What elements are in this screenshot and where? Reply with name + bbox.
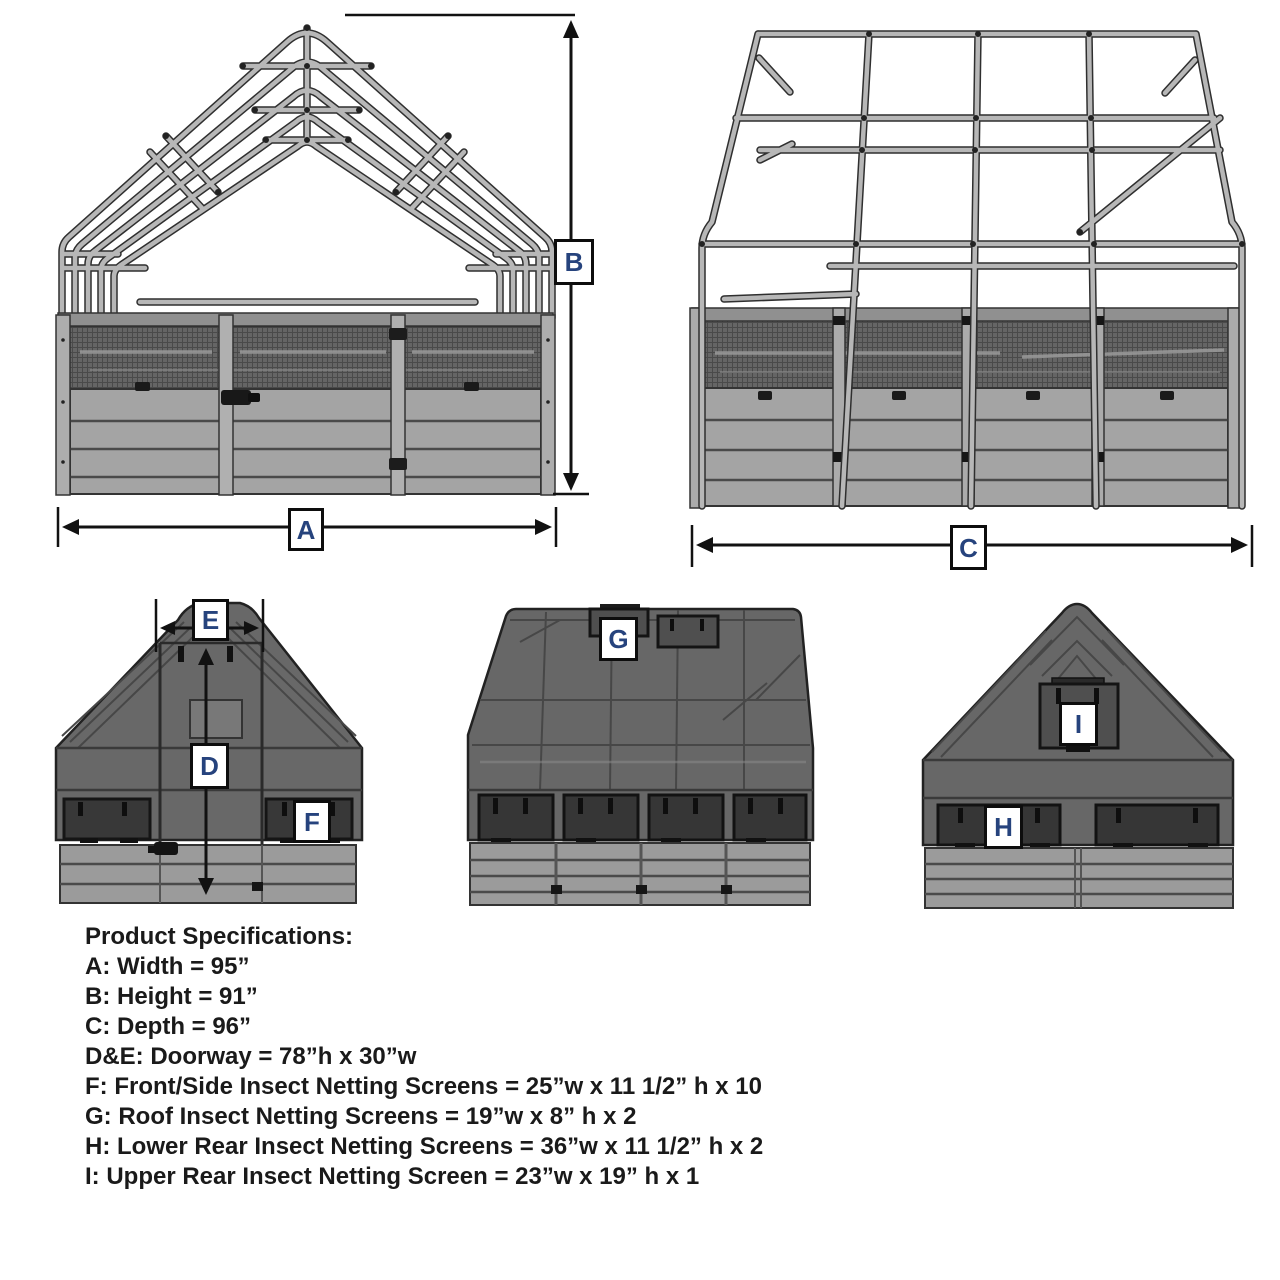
specs-title: Product Specifications:: [85, 923, 354, 950]
dim-label-d: D: [190, 743, 229, 789]
spec-line: A: Width = 95”: [85, 953, 250, 980]
dim-label-c: C: [950, 525, 987, 570]
front-view-drawing: [56, 15, 589, 547]
spec-line: D&E: Doorway = 78”h x 30”w: [85, 1043, 417, 1070]
dim-label-f: F: [293, 800, 331, 843]
spec-line: I: Upper Rear Insect Netting Screen = 23”w x 19” h x 1: [85, 1163, 700, 1190]
spec-line: C: Depth = 96”: [85, 1013, 252, 1040]
dim-label-a: A: [288, 508, 324, 551]
spec-line: G: Roof Insect Netting Screens = 19”w x 8” h x 2: [85, 1103, 637, 1130]
dim-label-h: H: [984, 805, 1023, 849]
dim-label-g: G: [599, 617, 638, 661]
spec-line: B: Height = 91”: [85, 983, 258, 1010]
covered-side-view-drawing: [468, 604, 813, 905]
dim-label-e: E: [192, 599, 229, 641]
dim-label-i: I: [1059, 702, 1098, 746]
spec-line: H: Lower Rear Insect Netting Screens = 36”w x 11 1/2” h x 2: [85, 1133, 764, 1160]
spec-line: F: Front/Side Insect Netting Screens = 25”w x 11 1/2” h x 10: [85, 1073, 762, 1100]
specs-block: [85, 922, 763, 1192]
dim-label-b: B: [554, 239, 594, 285]
side-view-drawing: [690, 31, 1252, 567]
covered-rear-view-drawing: [923, 604, 1233, 908]
